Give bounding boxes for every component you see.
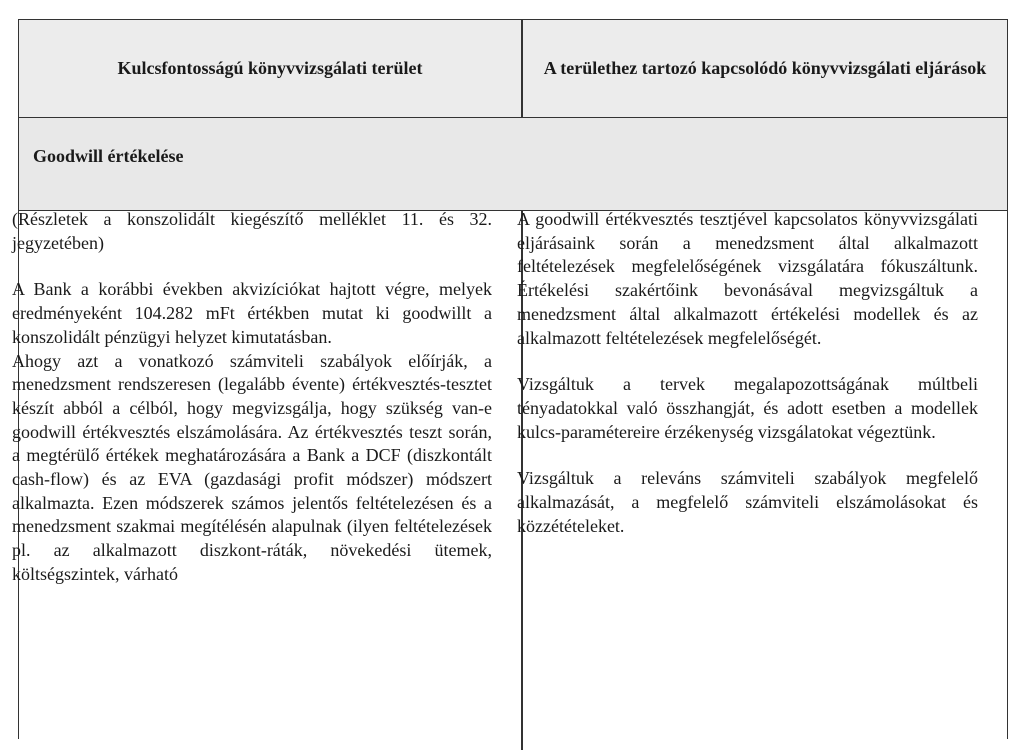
column-divider	[521, 20, 523, 118]
table-header-row	[19, 20, 1007, 118]
paragraph: Vizsgáltuk a tervek megalapozottságának múltbeli tényadatokkal való összhangját, és adott esetben a modellek kulcs-paramétereire érzékenység vizsgálatokat végeztünk.	[517, 374, 978, 442]
header-audit-procedures: A területhez tartozó kapcsolódó könyvvizsgálati eljárások	[543, 57, 987, 78]
left-body-cell	[12, 208, 492, 587]
paragraph: Vizsgáltuk a releváns számviteli szabályok megfelelő alkalmazását, a megfelelő számviteli elszámolásokat és közzétételeket.	[517, 468, 978, 536]
paragraph: A Bank a korábbi években akvizíciókat hajtott végre, melyek eredményeként 104.282 mFt értékben mutat ki goodwillt a konszolidált pénzügyi helyzet kimutatásban.	[12, 279, 492, 347]
header-key-audit-area: Kulcsfontosságú könyvvizsgálati terület	[117, 57, 423, 78]
section-row	[19, 118, 1007, 211]
paragraph: A goodwill értékvesztés tesztjével kapcsolatos könyvvizsgálati eljárásaink során a menedzsment által alkalmazott feltételezések megfelelőségének vizsgálatára fókuszáltunk. Értékelési szakértőink bevonásával megvizsgáltuk a menedzsment által alkalmazott értékelési modellek és az alkalmazott feltételezések megfelelőségét.	[517, 209, 978, 348]
right-body-cell	[517, 208, 978, 538]
paragraph: Ahogy azt a vonatkozó számviteli szabályok előírják, a menedzsment rendszeresen (legalább évente) értékvesztés-tesztet készít abból a célból, hogy megvizsgálja, hogy szükség van-e goodwill értékvesztés elszámolására. Az értékvesztés teszt során, a megtérülő értékek meghatározására a Bank a DCF (diszkontált cash-flow) és az EVA (gazdasági profit módszer) módszert alkalmazta. Ezen módszerek számos jelentős feltételezésen és a menedzsment szakmai megítélésén alapulnak (ilyen feltételezések pl. az alkalmazott diszkont-ráták, növekedési ütemek, költségszintek, várható	[12, 350, 492, 584]
section-title: Goodwill értékelése	[33, 146, 184, 166]
paragraph: (Részletek a konszolidált kiegészítő melléklet 11. és 32. jegyzetében)	[12, 209, 492, 253]
